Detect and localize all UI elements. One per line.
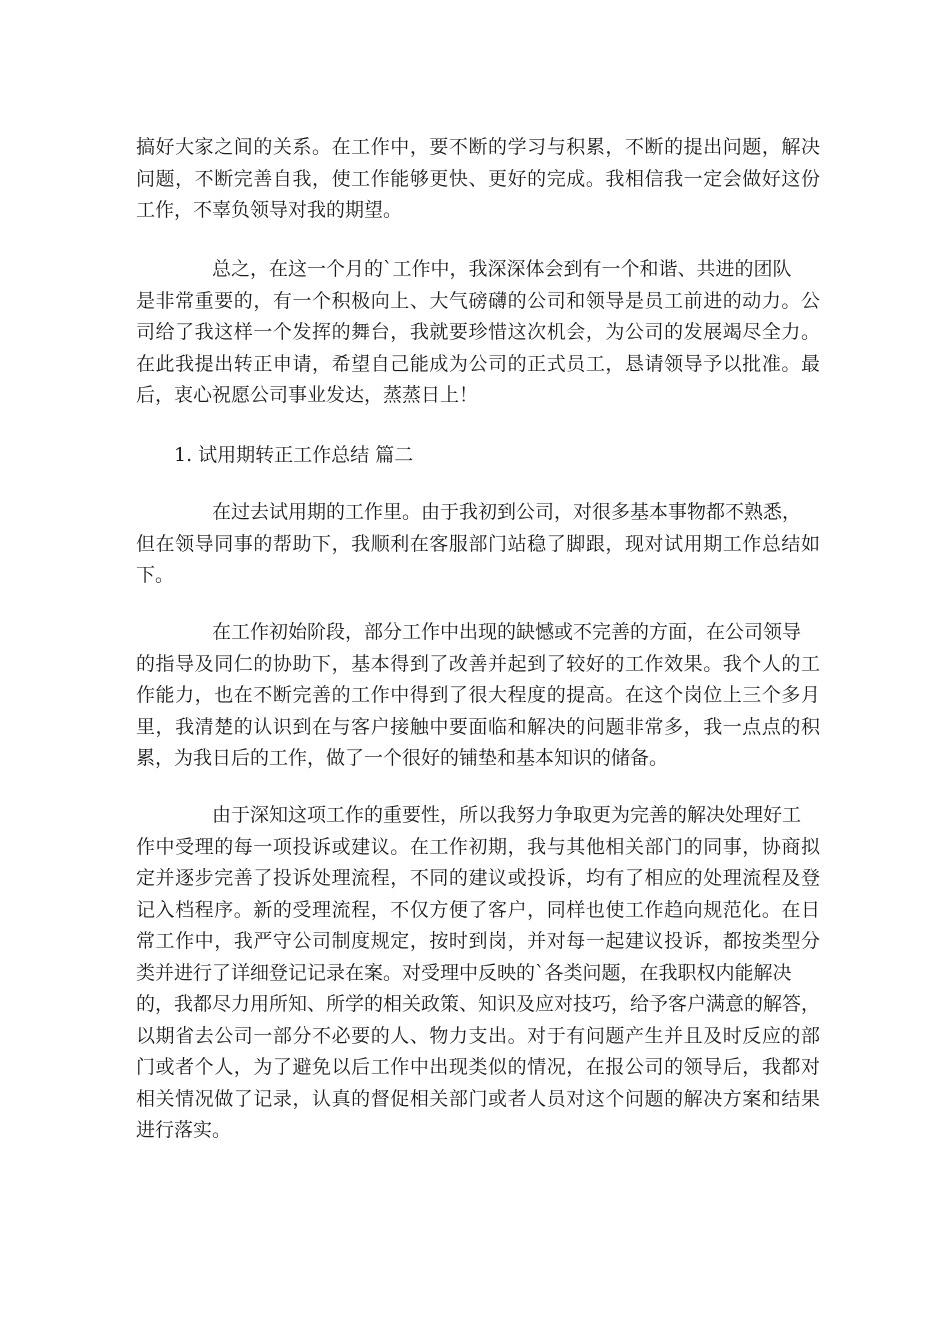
paragraph-line: 作能力，也在不断完善的工作中得到了很大程度的提高。在这个岗位上三个多月 (136, 684, 820, 706)
paragraph-line: 问题，不断完善自我，使工作能够更快、更好的完成。我相信我一定会做好这份 (136, 167, 820, 190)
paragraph-line: 类并进行了详细登记记录在案。对受理中反映的`各类问题，在我职权内能解决 (136, 961, 792, 984)
paragraph-line: 下。 (136, 564, 175, 586)
paragraph-line: 在工作初始阶段，部分工作中出现的缺憾或不完善的方面，在公司领导 (212, 621, 802, 643)
paragraph-2 (136, 254, 820, 412)
paragraph-1 (136, 132, 820, 227)
paragraph-line: 里，我清楚的认识到在与客户接触中要面临和解决的问题非常多，我一点点的积 (136, 715, 820, 738)
paragraph-line: 在此我提出转正申请，希望自己能成为公司的正式员工，恳请领导予以批准。最 (136, 352, 820, 375)
paragraph-line: 作中受理的每一项投诉或建议。在工作初期，我与其他相关部门的同事，协商拟 (136, 835, 820, 858)
paragraph-line: 的，我都尽力用所知、所学的相关政策、知识及应对技巧，给予客户满意的解答， (136, 993, 821, 1015)
paragraph-line: 进行落实。 (136, 1119, 232, 1141)
paragraph-line: 搞好大家之间的关系。在工作中，要不断的学习与积累，不断的提出问题，解决 (136, 136, 820, 158)
section-heading (136, 440, 820, 472)
paragraph-line: 总之，在这一个月的`工作中，我深深体会到有一个和谐、共进的团队 (212, 258, 792, 280)
paragraph-4 (136, 617, 820, 775)
paragraph-line: 由于深知这项工作的重要性，所以我努力争取更为完善的解决处理好工 (212, 804, 802, 826)
paragraph-line: 的指导及同仁的协助下，基本得到了改善并起到了较好的工作效果。我个人的工 (136, 652, 820, 675)
paragraph-line: 累，为我日后的工作，做了一个很好的铺垫和基本知识的储备。 (136, 747, 669, 769)
paragraph-line: 相关情况做了记录，认真的督促相关部门或者人员对这个问题的解决方案和结果 (136, 1087, 820, 1110)
paragraph-line: 常工作中，我严守公司制度规定，按时到岗，并对每一起建议投诉，都按类型分 (136, 930, 820, 952)
section-heading-text: 1. 试用期转正工作总结 篇二 (174, 444, 414, 466)
paragraph-line: 司给了我这样一个发挥的舞台，我就要珍惜这次机会，为公司的发展竭尽全力。 (136, 321, 820, 343)
paragraph-line: 后，衷心祝愿公司事业发达，蒸蒸日上！ (136, 384, 479, 406)
paragraph-line: 定并逐步完善了投诉处理流程，不同的建议或投诉，均有了相应的处理流程及登 (136, 867, 820, 889)
paragraph-line: 以期省去公司一部分不必要的人、物力支出。对于有问题产生并且及时反应的部 (136, 1024, 820, 1047)
paragraph-line: 是非常重要的，有一个积极向上、大气磅礴的公司和领导是员工前进的动力。公 (136, 289, 820, 312)
paragraph-3 (136, 497, 820, 592)
paragraph-line: 门或者个人，为了避免以后工作中出现类似的情况，在报公司的领导后，我都对 (136, 1056, 820, 1078)
paragraph-line: 在过去试用期的工作里。由于我初到公司，对很多基本事物都不熟悉， (212, 501, 802, 523)
paragraph-line: 但在领导同事的帮助下，我顺利在客服部门站稳了脚跟，现对试用期工作总结如 (136, 532, 820, 555)
paragraph-line: 工作，不辜负领导对我的期望。 (136, 199, 403, 221)
paragraph-5 (136, 800, 820, 1147)
paragraph-line: 记入档程序。新的受理流程，不仅方便了客户，同样也使工作趋向规范化。在日 (136, 898, 820, 921)
